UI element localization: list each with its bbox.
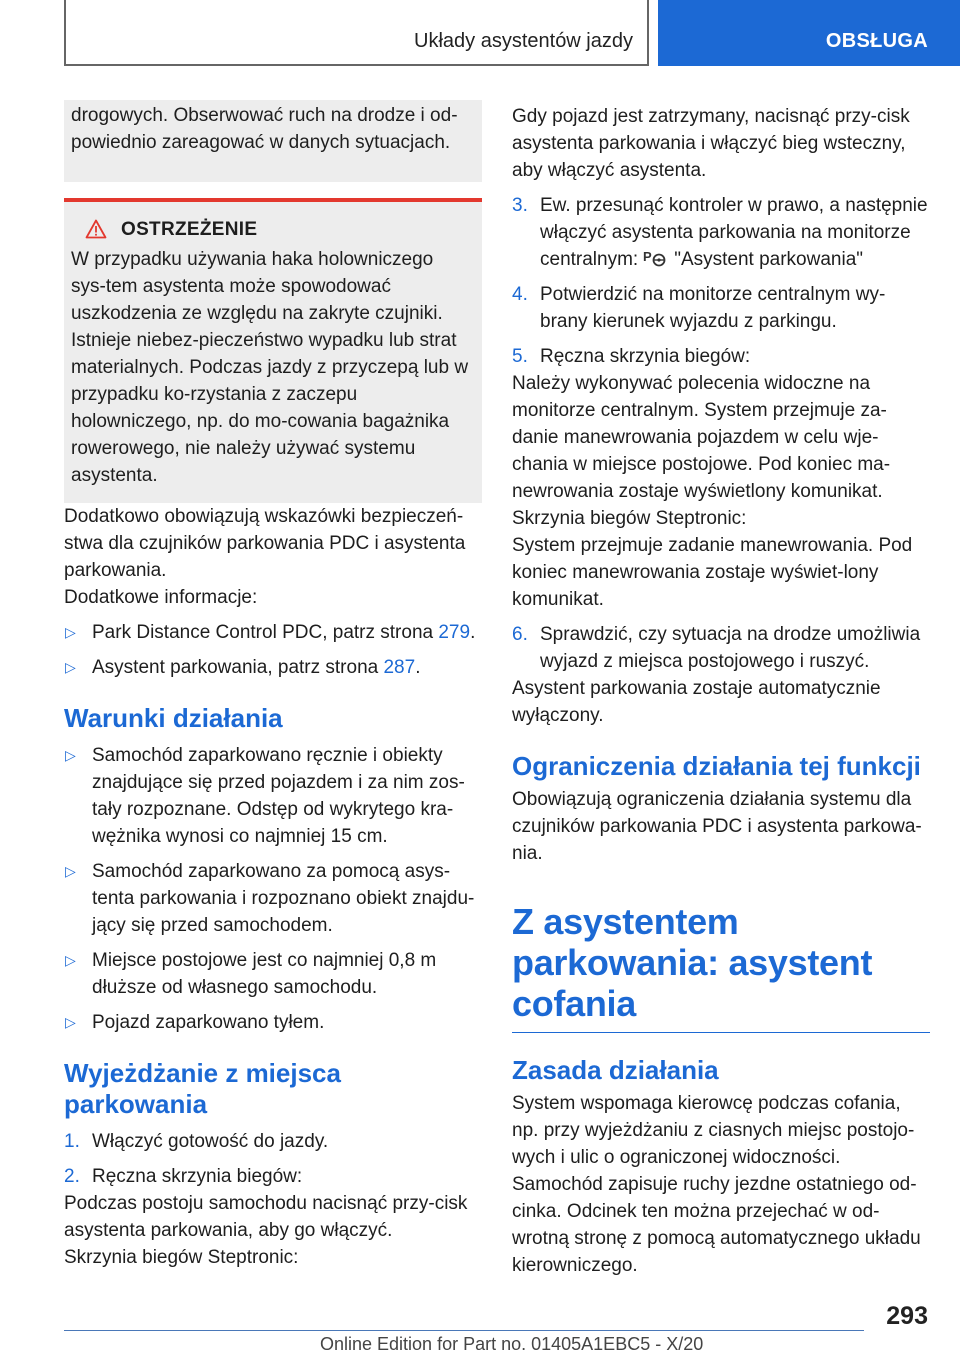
condition-item: [64, 1009, 482, 1036]
condition-item: [64, 947, 482, 1001]
triangle-right-icon: ▷: [65, 747, 76, 763]
additional-info-label: Dodatkowe informacje:: [64, 587, 258, 608]
step-menu-item: "Asystent parkowania": [674, 249, 864, 270]
heading-exit-parking: Wyjeżdżanie z miejsca parkowania: [64, 1058, 341, 1119]
right-column: [512, 100, 930, 1279]
warning-header: [71, 212, 472, 246]
safety-paragraph: Dodatkowo obowiązują wskazówki bezpieczeń-stwa dla czujników parkowania PDC i asystenta parkowania.: [64, 506, 466, 581]
left-column: [64, 100, 482, 1271]
park-assist-icon: [642, 248, 668, 268]
step-item: [64, 1128, 482, 1155]
step-item: [512, 621, 930, 675]
info-item-tail: .: [470, 622, 476, 643]
triangle-right-icon: ▷: [65, 1014, 76, 1030]
page-link-279[interactable]: 279: [438, 622, 471, 643]
triangle-right-icon: ▷: [65, 952, 76, 968]
header-section-title: Układy asystentów jazdy: [414, 30, 633, 52]
step-text: Włączyć gotowość do jazdy.: [92, 1131, 329, 1152]
info-item: [64, 619, 482, 646]
header-chapter-tab: [658, 0, 960, 66]
heading-conditions: Warunki działania: [64, 703, 283, 733]
page-link-287[interactable]: 287: [383, 657, 416, 678]
step-text: Ręczna skrzynia biegów:: [92, 1166, 303, 1187]
step-sub-text: Podczas postoju samochodu nacisnąć przy-cisk asystenta parkowania, aby go włączyć.: [64, 1193, 468, 1241]
step-text-part: Ew. przesunąć kontroler w prawo, a następnie włączyć asystenta parkowania na monitorze centralnym:: [540, 195, 928, 270]
condition-text: Pojazd zaparkowano tyłem.: [92, 1012, 325, 1033]
condition-text: Samochód zaparkowano ręcznie i obiekty znajdujące się przed pojazdem i za nim zos-tały rozpoznane. Odstęp od wykrytego kra-wężnika wynosi co najmniej 15 cm.: [92, 745, 465, 847]
condition-item: [64, 742, 482, 850]
step-item: [512, 192, 930, 273]
info-item-text: [92, 619, 482, 646]
step-sub-text: Należy wykonywać polecenia widoczne na monitorze centralnym. System przejmuje za-danie manewrowania pojazdem w celu wje-chania w miejsce postojowe. Pod koniec ma-newrowania zostaje wyświetlony komunikat.: [512, 373, 891, 502]
footer-divider: [64, 1330, 864, 1331]
page-number: 293: [886, 1302, 928, 1330]
step-text: Ręczna skrzynia biegów:: [540, 346, 751, 367]
limitations-text: Obowiązują ograniczenia działania systemu dla czujników parkowania PDC i asystenta parkowa-nia.: [512, 789, 922, 864]
step-item: [512, 281, 930, 335]
step-sub-text: Gdy pojazd jest zatrzymany, nacisnąć przy-cisk asystenta parkowania i włączyć bieg wsteczny, aby włączyć asystenta.: [512, 106, 910, 181]
header-tab-label: OBSŁUGA: [825, 30, 928, 52]
step-text: [540, 192, 930, 273]
condition-text: Samochód zaparkowano za pomocą asys-tenta parkowania i rozpoznano obiekt znajdu-jący się przed samochodem.: [92, 861, 475, 936]
warning-triangle-icon: [85, 219, 107, 239]
step-number: 1.: [64, 1131, 80, 1152]
step-text: Potwierdzić na monitorze centralnym wy-brany kierunek wyjazdu z parkingu.: [540, 284, 886, 332]
warning-box: [64, 198, 482, 503]
step-sub-text: System przejmuje zadanie manewrowania. Pod koniec manewrowania zostaje wyświet-lony komunikat.: [512, 535, 913, 610]
warning-text: W przypadku używania haka holowniczego sys-tem asystenta może spowodować uszkodzenia ze względu na zakryte czujniki. Istnieje niebez-pieczeństwo wypadku lub strat materialnych. Podczas jazdy z przyczepą lub w przypadku ko-rzystania z zaczepu holowniczego, np. do mo-cowania bagażnika rowerowego, nie należy używać systemu asystenta.: [71, 249, 469, 486]
footer-edition: Online Edition for Part no. 01405A1EBC5 - X/20: [320, 1334, 704, 1354]
triangle-right-icon: ▷: [65, 863, 76, 879]
svg-text:P: P: [643, 249, 652, 264]
triangle-right-icon: ▷: [65, 659, 76, 675]
heading-limitations: Ograniczenia działania tej funkcji: [512, 751, 921, 781]
step-sub-text: Skrzynia biegów Steptronic:: [512, 508, 747, 529]
step-item: [64, 1163, 482, 1190]
step-number: 3.: [512, 195, 528, 216]
info-item: [64, 654, 482, 681]
info-item-label: Asystent parkowania, patrz strona: [92, 657, 384, 678]
info-item-label: Park Distance Control PDC, patrz strona: [92, 622, 439, 643]
step-text: Sprawdzić, czy sytuacja na drodze umożliwia wyjazd z miejsca postojowego i ruszyć.: [540, 624, 921, 672]
step-sub-text: Asystent parkowania zostaje automatycznie wyłączony.: [512, 678, 881, 726]
principle-paragraph: Samochód zapisuje ruchy jezdne ostatniego od-cinka. Odcinek ten można przejechać w od-wrotną stronę z pomocą automatycznego układu kierowniczego.: [512, 1174, 921, 1276]
step-number: 6.: [512, 624, 528, 645]
triangle-right-icon: ▷: [65, 624, 76, 640]
principle-paragraph: System wspomaga kierowcę podczas cofania, np. przy wyjeżdżaniu z ciasnych miejsc postojo-wych i ulic o ograniczonej widoczności.: [512, 1093, 915, 1168]
warning-title: OSTRZEŻENIE: [121, 218, 258, 240]
header-section-box: [64, 0, 649, 66]
condition-item: [64, 858, 482, 939]
condition-text: Miejsce postojowe jest co najmniej 0,8 m dłuższe od własnego samochodu.: [92, 950, 437, 998]
step-number: 4.: [512, 284, 528, 305]
step-sub-text: Skrzynia biegów Steptronic:: [64, 1247, 299, 1268]
continued-note: [64, 100, 482, 182]
step-number: 5.: [512, 346, 528, 367]
info-item-text: [92, 654, 482, 681]
chapter-title: Z asystentem parkowania: asystent cofania: [512, 901, 930, 1033]
step-item: [512, 343, 930, 370]
info-item-tail: .: [415, 657, 421, 678]
continued-note-text: drogowych. Obserwować ruch na drodze i od-powiednio zareagować w danych sytuacjach.: [71, 105, 458, 153]
heading-principle: Zasada działania: [512, 1055, 719, 1085]
step-number: 2.: [64, 1166, 80, 1187]
